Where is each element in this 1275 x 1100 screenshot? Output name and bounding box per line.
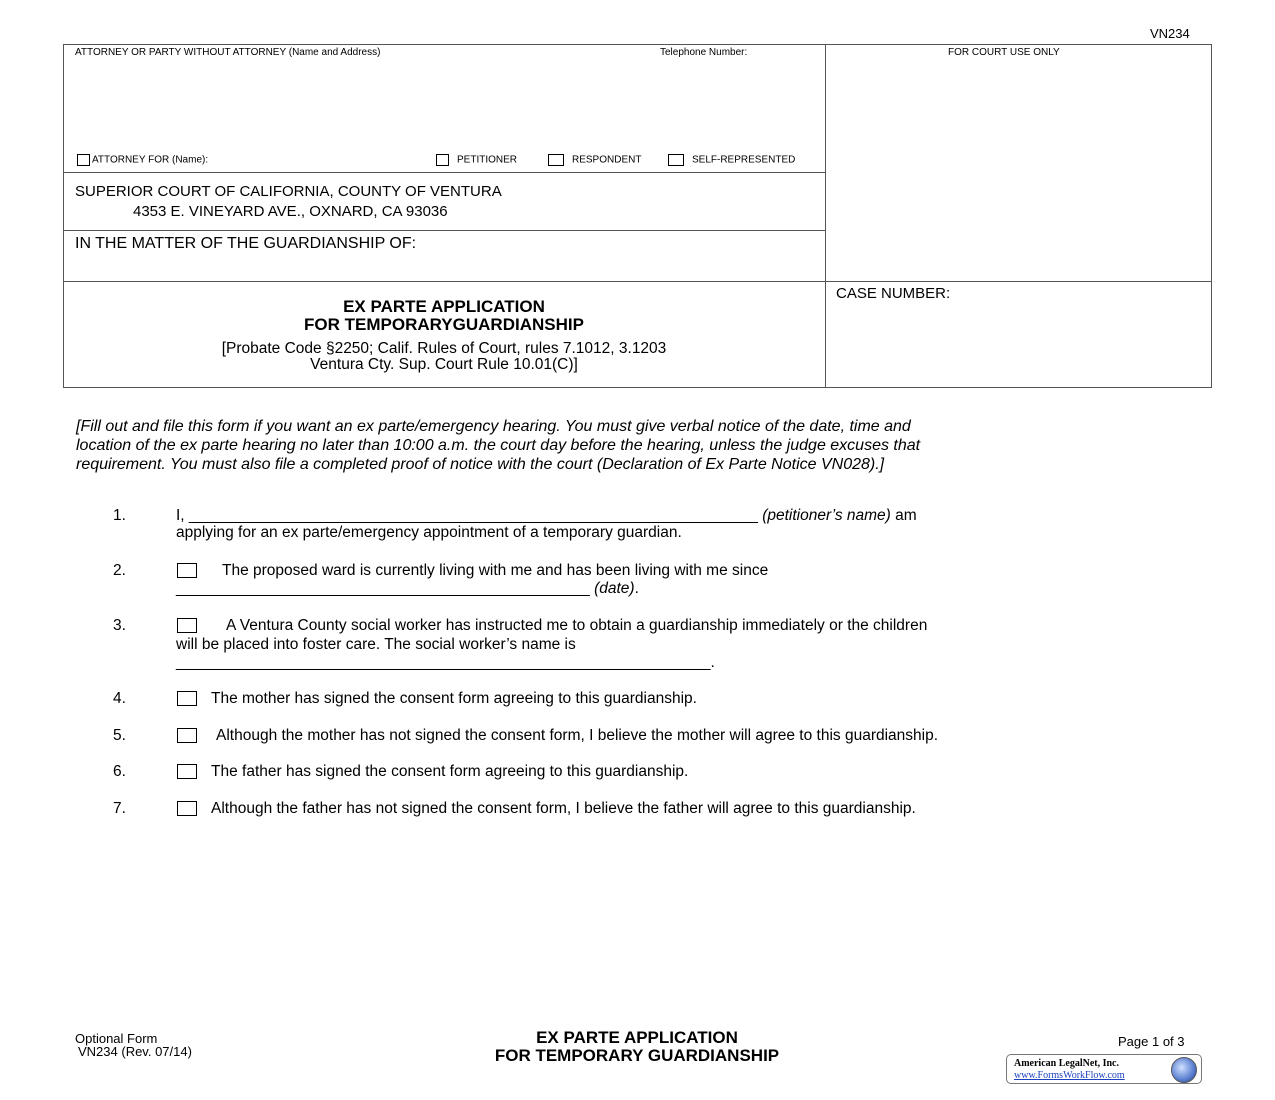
- petitioner-checkbox[interactable]: [436, 154, 449, 166]
- divider: [63, 172, 825, 173]
- petitioner-label: PETITIONER: [457, 154, 518, 166]
- form-title-line1: EX PARTE APPLICATION: [343, 297, 545, 316]
- item-1-line1: [176, 507, 917, 525]
- date-field[interactable]: ________________________________________________: [176, 580, 590, 597]
- date-hint: (date): [594, 580, 635, 597]
- item-6-text: The father has signed the consent form agreeing to this guardianship.: [211, 763, 689, 780]
- form-revision: VN234 (Rev. 07/14): [78, 1044, 192, 1059]
- item-number: 6.: [113, 763, 126, 780]
- publisher-logo: [1006, 1054, 1202, 1084]
- matter-label: IN THE MATTER OF THE GUARDIANSHIP OF:: [75, 235, 417, 252]
- attorney-label: ATTORNEY OR PARTY WITHOUT ATTORNEY (Name and Address): [75, 47, 381, 58]
- petitioner-name-field[interactable]: I, __________________________________________________________________: [176, 507, 758, 524]
- divider: [63, 281, 1212, 282]
- item-4-checkbox[interactable]: [177, 691, 197, 706]
- social-worker-name-field[interactable]: ______________________________________________________________.: [176, 654, 715, 671]
- publisher-name: American LegalNet, Inc.: [1014, 1058, 1119, 1069]
- item-5-checkbox[interactable]: [177, 728, 197, 743]
- petitioner-name-hint: (petitioner’s name): [762, 507, 891, 524]
- item-3-line1: A Ventura County social worker has instructed me to obtain a guardianship immediately or the children: [226, 617, 928, 634]
- court-use-label: FOR COURT USE ONLY: [948, 47, 1060, 58]
- form-title-line2: FOR TEMPORARYGUARDIANSHIP: [304, 315, 584, 334]
- divider: [63, 230, 825, 231]
- item-2-line2: [176, 580, 639, 598]
- form-code: VN234: [1150, 26, 1190, 41]
- item-number: 1.: [113, 507, 126, 524]
- self-represented-label: SELF-REPRESENTED: [692, 154, 796, 166]
- court-name: SUPERIOR COURT OF CALIFORNIA, COUNTY OF VENTURA: [75, 183, 502, 200]
- item-3-checkbox[interactable]: [177, 618, 197, 633]
- optional-form-label: Optional Form: [75, 1031, 158, 1046]
- respondent-option: [548, 154, 641, 166]
- item-number: 3.: [113, 617, 126, 634]
- court-address: 4353 E. VINEYARD AVE., OXNARD, CA 93036: [133, 203, 448, 220]
- respondent-checkbox[interactable]: [548, 154, 564, 166]
- self-represented-option: [668, 154, 795, 166]
- item-text: am: [895, 507, 917, 524]
- attorney-for-checkbox[interactable]: [77, 154, 90, 166]
- attorney-for-row: [77, 154, 208, 166]
- petitioner-option: [436, 154, 517, 166]
- citation-line2: Ventura Cty. Sup. Court Rule 10.01(C)]: [310, 356, 578, 373]
- case-number-label: CASE NUMBER:: [836, 285, 951, 302]
- caption-divider: [825, 44, 826, 388]
- globe-icon: [1171, 1057, 1197, 1083]
- item-number: 2.: [113, 562, 126, 579]
- self-represented-checkbox[interactable]: [668, 154, 684, 166]
- item-number: 5.: [113, 727, 126, 744]
- respondent-label: RESPONDENT: [572, 154, 642, 166]
- item-7-checkbox[interactable]: [177, 801, 197, 816]
- telephone-label: Telephone Number:: [660, 47, 748, 58]
- attorney-for-label: ATTORNEY FOR (Name):: [92, 154, 209, 166]
- item-5-text: Although the mother has not signed the consent form, I believe the mother will agree to this guardianship.: [216, 727, 939, 744]
- item-6-checkbox[interactable]: [177, 764, 197, 779]
- instructions-line: requirement. You must also file a completed proof of notice with the court (Declaration of Ex Parte Notice VN028).]: [76, 456, 885, 473]
- footer-title-line1: EX PARTE APPLICATION: [536, 1028, 738, 1047]
- instructions-line: location of the ex parte hearing no later than 10:00 a.m. the court day before the hearing, unless the judge excuses that: [76, 437, 921, 454]
- item-number: 7.: [113, 800, 126, 817]
- instructions: [76, 417, 1206, 474]
- item-1-line2: applying for an ex parte/emergency appointment of a temporary guardian.: [176, 524, 682, 541]
- item-number: 4.: [113, 690, 126, 707]
- footer-title-line2: FOR TEMPORARY GUARDIANSHIP: [494, 1046, 780, 1065]
- publisher-link[interactable]: www.FormsWorkFlow.com: [1014, 1070, 1125, 1081]
- instructions-line: [Fill out and file this form if you want an ex parte/emergency hearing. You must give verbal notice of the date, time and: [76, 418, 911, 435]
- item-2-checkbox[interactable]: [177, 563, 197, 578]
- item-4-text: The mother has signed the consent form agreeing to this guardianship.: [211, 690, 697, 707]
- citation-line1: [Probate Code §2250; Calif. Rules of Court, rules 7.1012, 3.1203: [221, 340, 667, 357]
- page-number: Page 1 of 3: [1118, 1034, 1185, 1049]
- item-7-text: Although the father has not signed the consent form, I believe the father will agree to this guardianship.: [211, 800, 916, 817]
- item-3-line2: will be placed into foster care. The social worker’s name is: [176, 636, 576, 653]
- item-2-line1: The proposed ward is currently living with me and has been living with me since: [222, 562, 769, 579]
- item-text: .: [634, 580, 639, 597]
